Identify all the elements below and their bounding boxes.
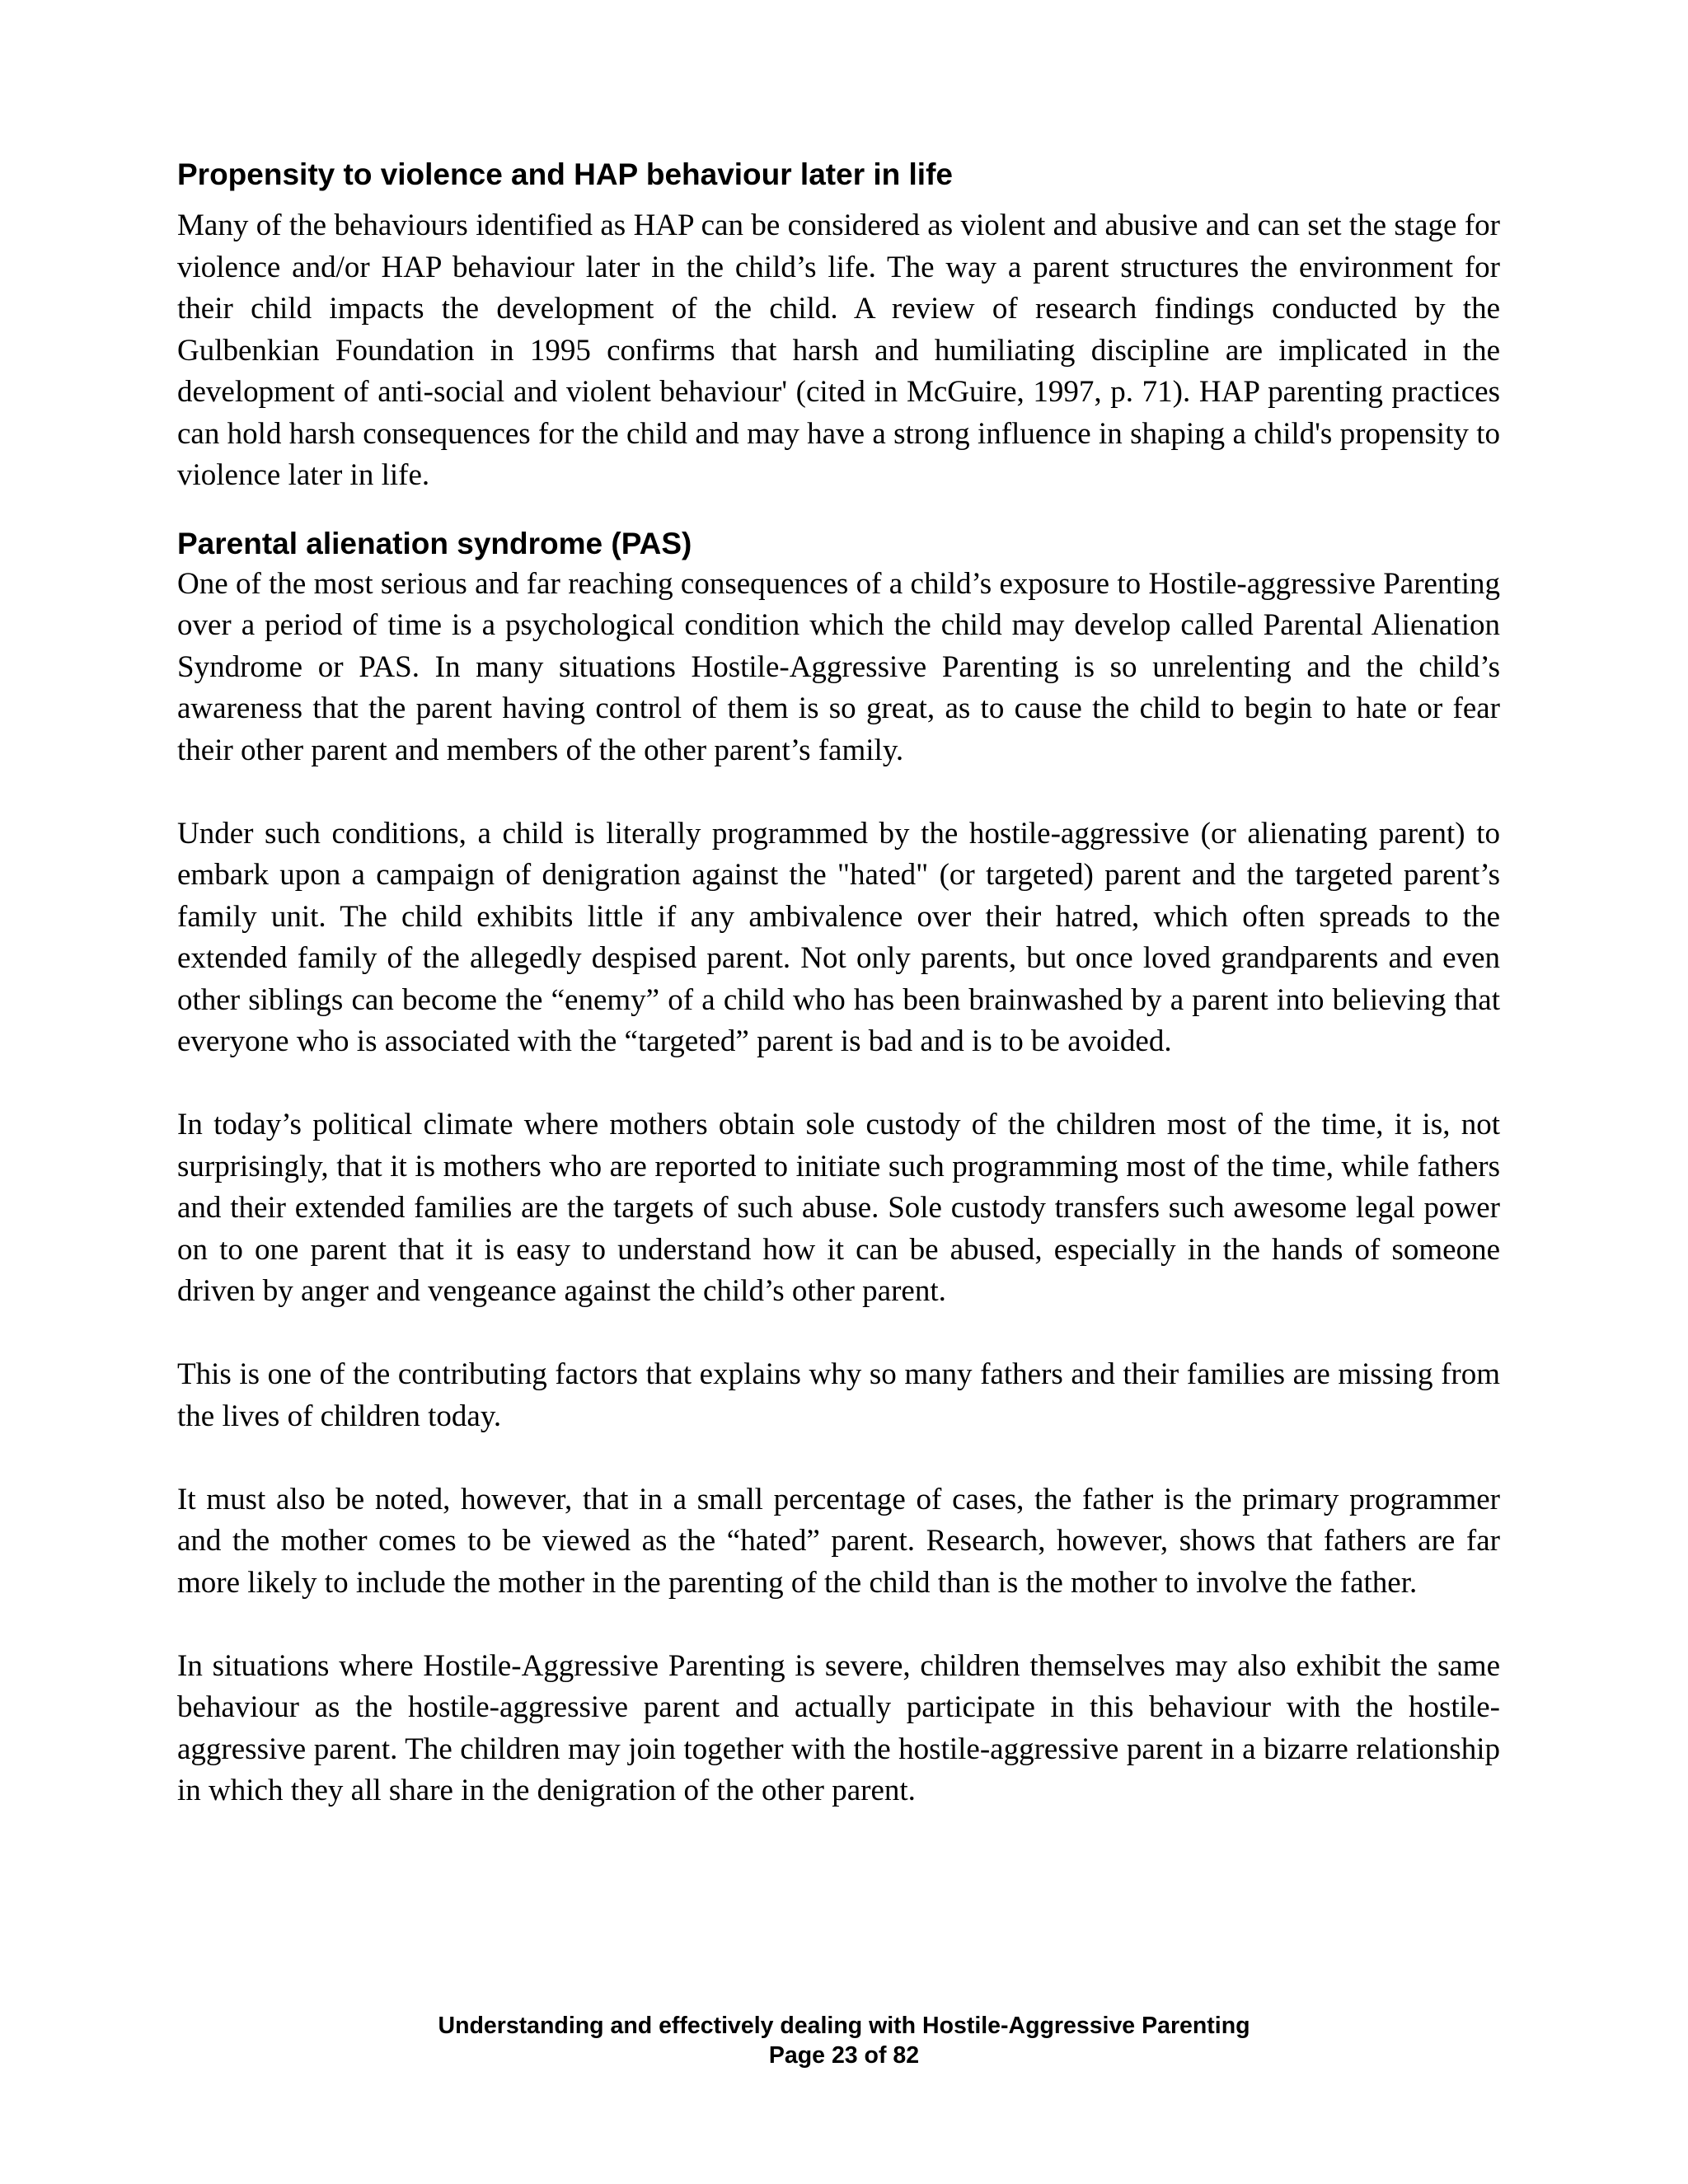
paragraph-pas-intro: One of the most serious and far reaching consequences of a child’s exposure to Hostile-aggressive Parenting over a period of time is a psychological condition which the child may develop called Parental Alienation Syndrome or PAS. In many situations Hostile-Aggressive Parenting is so unrelenting and the child’s awareness that the parent having control of them is so great, as to cause the child to begin to hate or fear their other parent and members of the other parent’s family. xyxy=(177,566,1500,767)
page-footer xyxy=(0,2011,1688,2070)
footer-title: Understanding and effectively dealing with Hostile-Aggressive Parenting xyxy=(438,2013,1250,2039)
paragraph-custody: In today’s political climate where mothers obtain sole custody of the children most of the time, it is, not surprisingly, that it is mothers who are reported to initiate such programming most of the time, while fathers and their extended families are the targets of such abuse. Sole custody transfers such awesome legal power on to one parent that it is easy to understand how it can be abused, especially in the hands of someone driven by anger and vengeance against the child’s other parent. xyxy=(177,1108,1500,1308)
paragraph-programming: Under such conditions, a child is literally programmed by the hostile-aggressive (or alienating parent) to embark upon a campaign of denigration against the "hated" (or targeted) parent and the targeted parent’s family unit. The child exhibits little if any ambivalence over their hatred, which often spreads to the extended family of the allegedly despised parent. Not only parents, but once loved grandparents and even other siblings can become the “enemy” of a child who has been brainwashed by a parent into believing that everyone who is associated with the “targeted” parent is bad and is to be avoided. xyxy=(177,816,1500,1058)
paragraph-severe-hap: In situations where Hostile-Aggressive Parenting is severe, children themselves may also exhibit the same behaviour as the hostile-aggressive parent and actually participate in this behaviour with the hostile-aggressive parent. The children may join together with the hostile-aggressive parent in a bizarre relationship in which they all share in the denigration of the other parent. xyxy=(177,1648,1500,1807)
paragraph-father-programmer: It must also be noted, however, that in a small percentage of cases, the father is the primary programmer and the mother comes to be viewed as the “hated” parent. Research, however, shows that fathers are far more likely to include the mother in the parenting of the child than is the mother to involve the father. xyxy=(177,1482,1500,1600)
page-number: Page 23 of 82 xyxy=(768,2042,920,2069)
paragraph-propensity: Many of the behaviours identified as HAP can be considered as violent and abusive and can set the stage for violence and/or HAP behaviour later in the child’s life. The way a parent structures the environment for their child impacts the development of the child. A review of research findings conducted by the Gulbenkian Foundation in 1995 confirms that harsh and humiliating discipline are implicated in the development of anti-social and violent behaviour' (cited in McGuire, 1997, p. 71). HAP parenting practices can hold harsh consequences for the child and may have a strong influence in shaping a child's propensity to violence later in life. xyxy=(177,209,1500,492)
document-page xyxy=(177,155,1500,1812)
section-heading-pas: Parental alienation syndrome (PAS) xyxy=(177,526,692,560)
paragraph-contributing-factors: This is one of the contributing factors that explains why so many fathers and their families are missing from the lives of children today. xyxy=(177,1357,1500,1433)
section-heading-propensity: Propensity to violence and HAP behaviour later in life xyxy=(177,157,953,191)
